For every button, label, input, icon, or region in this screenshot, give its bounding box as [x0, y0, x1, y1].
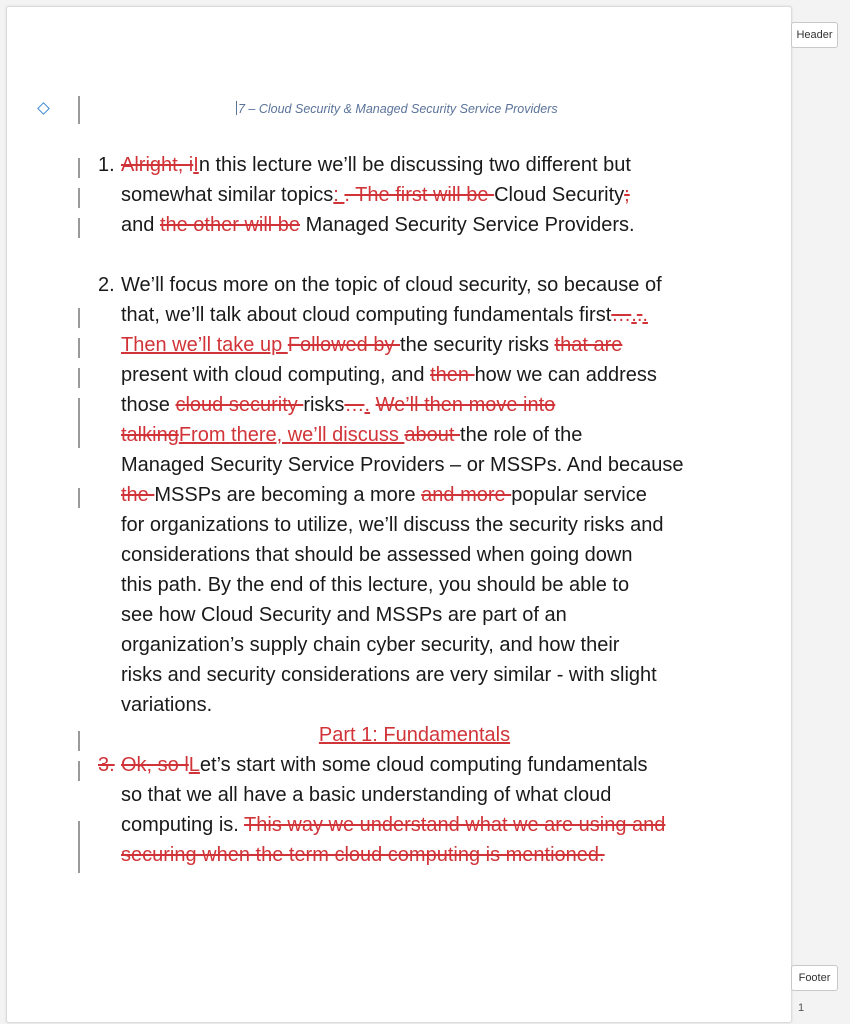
text-line [121, 840, 708, 870]
running-header[interactable] [236, 101, 558, 116]
body-text: that, we’ll talk about cloud computing fundamentals first [121, 304, 612, 326]
deleted-text[interactable]: securing when the term cloud computing is mentioned. [121, 844, 605, 866]
inserted-text[interactable]: From there, we’ll discuss [178, 424, 405, 446]
change-bar [78, 188, 80, 208]
text-line [121, 450, 708, 480]
body-text: Managed Security Service Providers. [300, 214, 635, 236]
change-bar [78, 368, 80, 388]
footer-tag-label: Footer [798, 972, 831, 984]
body-text: the security risks [400, 334, 555, 356]
inserted-text[interactable]: L [188, 754, 200, 776]
text-line [121, 570, 708, 600]
body-text: those [121, 394, 176, 416]
change-bar [78, 761, 80, 781]
list-item-3[interactable] [98, 750, 708, 870]
body-text: computing is. [121, 814, 245, 836]
header-tag-label: Header [796, 29, 833, 41]
change-bar [78, 96, 80, 124]
text-cursor [236, 101, 237, 115]
change-bar [78, 821, 80, 873]
change-bar [78, 308, 80, 328]
body-text: variations. [121, 694, 213, 716]
change-bar [78, 731, 80, 751]
body-text: see how Cloud Security and MSSPs are part of an [121, 604, 567, 626]
change-bar [78, 338, 80, 358]
list-item-1[interactable] [98, 150, 708, 240]
deleted-text[interactable]: the other will be [159, 214, 301, 236]
body-text: popular service [511, 484, 647, 506]
text-line [121, 150, 708, 180]
body-text: n this lecture we’ll be discussing two different but [198, 154, 631, 176]
deleted-text[interactable]: that are [554, 334, 623, 356]
text-line [121, 210, 708, 240]
text-line [121, 630, 708, 660]
text-line [121, 810, 708, 840]
deleted-text[interactable]: … [344, 394, 365, 416]
inserted-text[interactable]: : [333, 184, 345, 206]
header-tag-button[interactable] [791, 22, 838, 48]
deleted-text[interactable]: then [430, 364, 475, 386]
body-text: somewhat similar topics [121, 184, 334, 206]
body-text: so that we all have a basic understanding of what cloud [121, 784, 612, 806]
deleted-text[interactable]: Ok, so l [121, 754, 189, 776]
inserted-text[interactable]: . [364, 394, 370, 416]
text-line [121, 360, 708, 390]
footer-tag-button[interactable] [791, 965, 838, 991]
deleted-text[interactable]: This way we understand what we are using and [244, 814, 666, 836]
inserted-text[interactable]: . [642, 304, 648, 326]
list-number-deleted: 3. [98, 754, 115, 776]
body-text: et’s start with some cloud computing fundamentals [199, 754, 648, 776]
body-text: for organizations to utilize, we’ll discuss the security risks and [121, 514, 664, 536]
text-line [121, 420, 708, 450]
inserted-text[interactable]: I [193, 154, 199, 176]
deleted-text[interactable]: the [121, 484, 155, 506]
list-number: 1. [98, 154, 115, 176]
document-body[interactable] [98, 150, 708, 870]
body-text: MSSPs are becoming a more [154, 484, 422, 506]
body-text: and [121, 214, 160, 236]
section-heading[interactable] [98, 720, 708, 750]
deleted-text[interactable]: cloud security [175, 394, 304, 416]
inserted-text[interactable]: Then we’ll take up [121, 334, 288, 356]
deleted-text[interactable]: . [636, 304, 643, 326]
deleted-text[interactable]: and more [421, 484, 512, 506]
deleted-text[interactable]: . The first will be [344, 184, 495, 206]
list-item-2[interactable] [98, 270, 708, 720]
change-bar [78, 218, 80, 238]
body-text: how we can address [474, 364, 657, 386]
page-number: 1 [798, 1002, 805, 1014]
body-text: We’ll focus more on the topic of cloud security, so because of [121, 274, 662, 296]
deleted-text[interactable]: talking [121, 424, 179, 446]
change-bar [78, 488, 80, 508]
body-text: the role of the [460, 424, 583, 446]
body-text: risks [303, 394, 345, 416]
text-line [121, 300, 708, 330]
text-line [121, 690, 708, 720]
deleted-text[interactable]: … [611, 304, 632, 326]
body-text: this path. By the end of this lecture, you should be able to [121, 574, 630, 596]
body-text: Cloud Security [494, 184, 625, 206]
text-line [121, 180, 708, 210]
body-text: organization’s supply chain cyber security, and how their [121, 634, 620, 656]
text-line [121, 540, 708, 570]
text-line [121, 480, 708, 510]
change-bar [78, 398, 80, 448]
deleted-text[interactable]: ; [624, 184, 630, 206]
deleted-text[interactable]: Alright, i [121, 154, 194, 176]
text-line [121, 600, 708, 630]
section-heading-text: Part 1: Fundamentals [318, 724, 511, 746]
inserted-text[interactable]: . [631, 304, 637, 326]
deleted-text[interactable]: about [404, 424, 461, 446]
text-line [121, 270, 708, 300]
deleted-text[interactable]: We’ll then move into [375, 394, 556, 416]
text-line [121, 750, 708, 780]
deleted-text[interactable]: Followed by [287, 334, 401, 356]
text-line [121, 780, 708, 810]
text-line [121, 330, 708, 360]
body-text: present with cloud computing, and [121, 364, 431, 386]
running-header-text: 7 – Cloud Security & Managed Security Service Providers [238, 102, 558, 116]
body-text: risks and security considerations are very similar - with slight [121, 664, 657, 686]
list-number: 2. [98, 274, 115, 296]
change-bar [78, 158, 80, 178]
text-line [121, 660, 708, 690]
body-text: considerations that should be assessed when going down [121, 544, 633, 566]
text-line [121, 390, 708, 420]
body-text: Managed Security Service Providers – or MSSPs. And because [121, 454, 684, 476]
text-line [121, 510, 708, 540]
